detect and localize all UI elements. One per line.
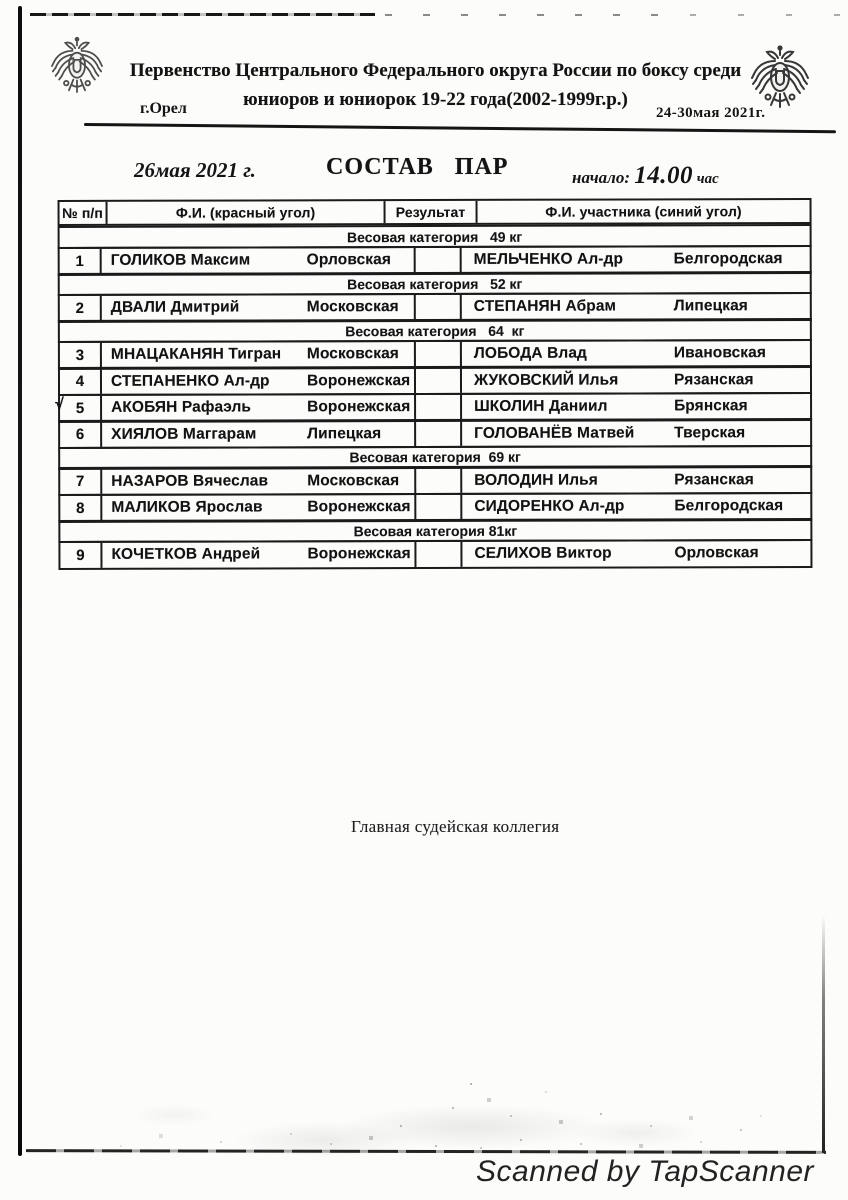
- weight-category-row: [58, 224, 812, 249]
- red-corner-cell: [100, 495, 414, 521]
- blue-boxer-region: Ивановская: [673, 344, 767, 362]
- blue-boxer-region: Тверская: [674, 423, 746, 441]
- bout-number-cell: [60, 469, 100, 494]
- red-boxer-name: АКОБЯН Рафаэль: [111, 398, 252, 416]
- result-cell: [414, 468, 460, 493]
- red-boxer-region: Московская: [306, 345, 399, 363]
- blue-corner-cell: [460, 367, 810, 393]
- bout-number: 9: [76, 546, 85, 564]
- header-cell-red-corner: Ф.И. (красный угол): [106, 201, 384, 224]
- blue-boxer-name: СТЕПАНЯН Абрам: [473, 297, 617, 315]
- weight-category-label: Весовая категория 64 кг: [345, 322, 525, 339]
- start-time-unit: час: [693, 171, 719, 187]
- red-boxer-region: Орловская: [306, 251, 392, 269]
- blue-corner-cell: [460, 247, 810, 273]
- scan-border-bottom: [26, 1149, 826, 1154]
- bout-number: 1: [75, 252, 84, 270]
- blue-boxer-name: ГОЛОВАНЁВ Матвей: [474, 423, 635, 442]
- red-boxer-name: КОЧЕТКОВ Андрей: [111, 545, 261, 563]
- red-boxer-region: Липецкая: [307, 424, 382, 442]
- tournament-title: [128, 57, 743, 114]
- bout-row: [58, 339, 812, 370]
- blue-corner-cell: [460, 394, 810, 420]
- red-corner-cell: [100, 342, 414, 368]
- bout-number-cell: [60, 369, 100, 394]
- bout-row: [58, 365, 812, 396]
- bout-number: 4: [75, 372, 85, 390]
- blue-corner-cell: [460, 341, 810, 367]
- red-boxer-name: ХИЯЛОВ Маггарам: [111, 424, 257, 443]
- scanner-watermark: Scanned by TapScanner: [476, 1155, 814, 1188]
- weight-category-label: Весовая категория 52 кг: [347, 275, 523, 292]
- blue-corner-cell: [460, 420, 810, 446]
- blue-boxer-name: ШКОЛИН Даниил: [474, 397, 608, 415]
- blue-boxer-region: Рязанская: [673, 370, 754, 388]
- committee-label: Главная судейская коллегия: [351, 817, 560, 836]
- bout-row: [58, 292, 812, 323]
- red-boxer-name: ДВАЛИ Дмитрий: [110, 298, 240, 316]
- bout-number-cell: [55, 395, 100, 420]
- red-corner-cell: [100, 395, 414, 421]
- bout-number: 3: [75, 346, 85, 364]
- red-boxer-region: Московская: [307, 471, 400, 489]
- bout-number-cell: [60, 342, 100, 367]
- pairs-table: [55, 198, 813, 569]
- header-cell-blue-corner: Ф.И. участника (синий угол): [476, 200, 810, 223]
- blue-boxer-name: МЕЛЬЧЕНКО Ал-др: [473, 250, 624, 268]
- scan-border-right: [822, 915, 825, 1153]
- bout-number-cell: [60, 295, 100, 320]
- blue-boxer-name: СЕЛИХОВ Виктор: [474, 544, 612, 562]
- table-header-row: [58, 198, 812, 226]
- weight-category-row: [58, 271, 812, 296]
- blue-boxer-region: Брянская: [674, 397, 748, 415]
- blue-boxer-region: Липецкая: [673, 297, 748, 315]
- blue-boxer-name: ЛОБОДА Влад: [473, 344, 588, 362]
- blue-boxer-name: СИДОРЕНКО Ал-др: [474, 497, 625, 515]
- bout-row: [58, 418, 812, 449]
- red-boxer-name: ГОЛИКОВ Максим: [110, 251, 251, 269]
- scan-border-top: [30, 13, 375, 16]
- blue-corner-cell: [460, 494, 810, 520]
- bout-number: 2: [75, 299, 85, 317]
- result-cell: [414, 394, 460, 419]
- result-cell: [414, 247, 460, 272]
- bout-number: 6: [75, 425, 85, 443]
- red-corner-cell: [100, 295, 414, 321]
- bout-row: [58, 492, 812, 523]
- result-cell: [414, 368, 460, 393]
- blue-boxer-region: Рязанская: [674, 470, 754, 488]
- result-cell: [414, 421, 460, 446]
- scan-border-top-fade: [385, 14, 675, 16]
- weight-category-label: Весовая категория 81кг: [353, 522, 518, 539]
- bout-row: [58, 539, 812, 570]
- bout-number: 5: [75, 399, 85, 417]
- red-corner-cell: [100, 542, 414, 568]
- blue-corner-cell: [460, 467, 810, 493]
- red-corner-cell: [100, 248, 414, 274]
- red-boxer-region: Воронежская: [307, 398, 411, 416]
- red-boxer-name: СТЕПАНЕНКО Ал-др: [110, 371, 270, 390]
- bout-row: [58, 465, 812, 496]
- coat-of-arms-left-icon: [48, 33, 106, 101]
- blue-corner-cell: [460, 541, 810, 567]
- result-cell: [414, 294, 460, 319]
- weight-category-row: [58, 518, 812, 543]
- start-time-value: 14.00: [634, 162, 694, 189]
- header-cell-number: № п/п: [62, 204, 103, 221]
- blue-boxer-region: Орловская: [674, 544, 759, 562]
- bout-number: 7: [75, 472, 85, 490]
- header-cell-result: Результат: [384, 201, 476, 223]
- result-cell: [414, 494, 460, 519]
- bout-number-cell: [60, 422, 100, 447]
- result-cell: [414, 341, 460, 366]
- event-dates-label: 24-30мая 2021г.: [656, 105, 766, 121]
- red-boxer-region: Воронежская: [307, 545, 411, 563]
- blue-boxer-region: Белгородская: [674, 497, 784, 515]
- bout-number-cell: [60, 248, 100, 273]
- city-label: г.Орел: [140, 100, 187, 117]
- weight-category-row: [58, 445, 812, 470]
- session-date: 26мая 2021 г.: [134, 158, 256, 182]
- start-time: [572, 162, 719, 190]
- blue-boxer-region: Белгородская: [673, 250, 783, 268]
- red-boxer-region: Московская: [306, 298, 399, 316]
- scan-border-top-fade2: [690, 14, 840, 16]
- blue-corner-cell: [460, 294, 810, 320]
- weight-category-label: Весовая категория 49 кг: [346, 228, 523, 245]
- scan-border-left: [18, 6, 22, 1156]
- scan-noise-speckles: [40, 1055, 785, 1155]
- weight-category-label: Весовая категория 69 кг: [349, 448, 521, 466]
- red-corner-cell: [100, 421, 414, 447]
- red-corner-cell: [100, 368, 414, 394]
- blue-boxer-name: ЖУКОВСКИЙ Илья: [473, 371, 619, 389]
- bout-row: [58, 245, 812, 276]
- red-boxer-name: МАЛИКОВ Ярослав: [111, 498, 263, 516]
- start-time-label: начало:: [572, 168, 635, 187]
- tick-mark: √: [55, 395, 64, 413]
- red-boxer-name: МНАЦАКАНЯН Тигран: [110, 345, 282, 363]
- bout-number-cell: [60, 495, 100, 520]
- tournament-title-line1: Первенство Центрального Федерального округа России по боксу среди: [129, 60, 742, 81]
- bout-number-cell: [60, 542, 100, 567]
- bout-number: 8: [76, 499, 85, 517]
- weight-category-row: [58, 318, 812, 343]
- tournament-title-line2: юниоров и юниорок 19-22 года(2002-1999г.р.): [243, 88, 628, 110]
- pairs-table-rows: [55, 224, 813, 569]
- page-title: СОСТАВ ПАР: [326, 154, 509, 180]
- blue-boxer-name: ВОЛОДИН Илья: [474, 471, 598, 489]
- red-boxer-name: НАЗАРОВ Вячеслав: [111, 471, 269, 490]
- result-cell: [414, 541, 460, 566]
- letterhead-rule: [84, 123, 836, 133]
- red-boxer-region: Воронежская: [307, 498, 411, 516]
- red-corner-cell: [100, 468, 414, 494]
- bout-row: [55, 392, 812, 423]
- red-boxer-region: Воронежская: [306, 371, 411, 389]
